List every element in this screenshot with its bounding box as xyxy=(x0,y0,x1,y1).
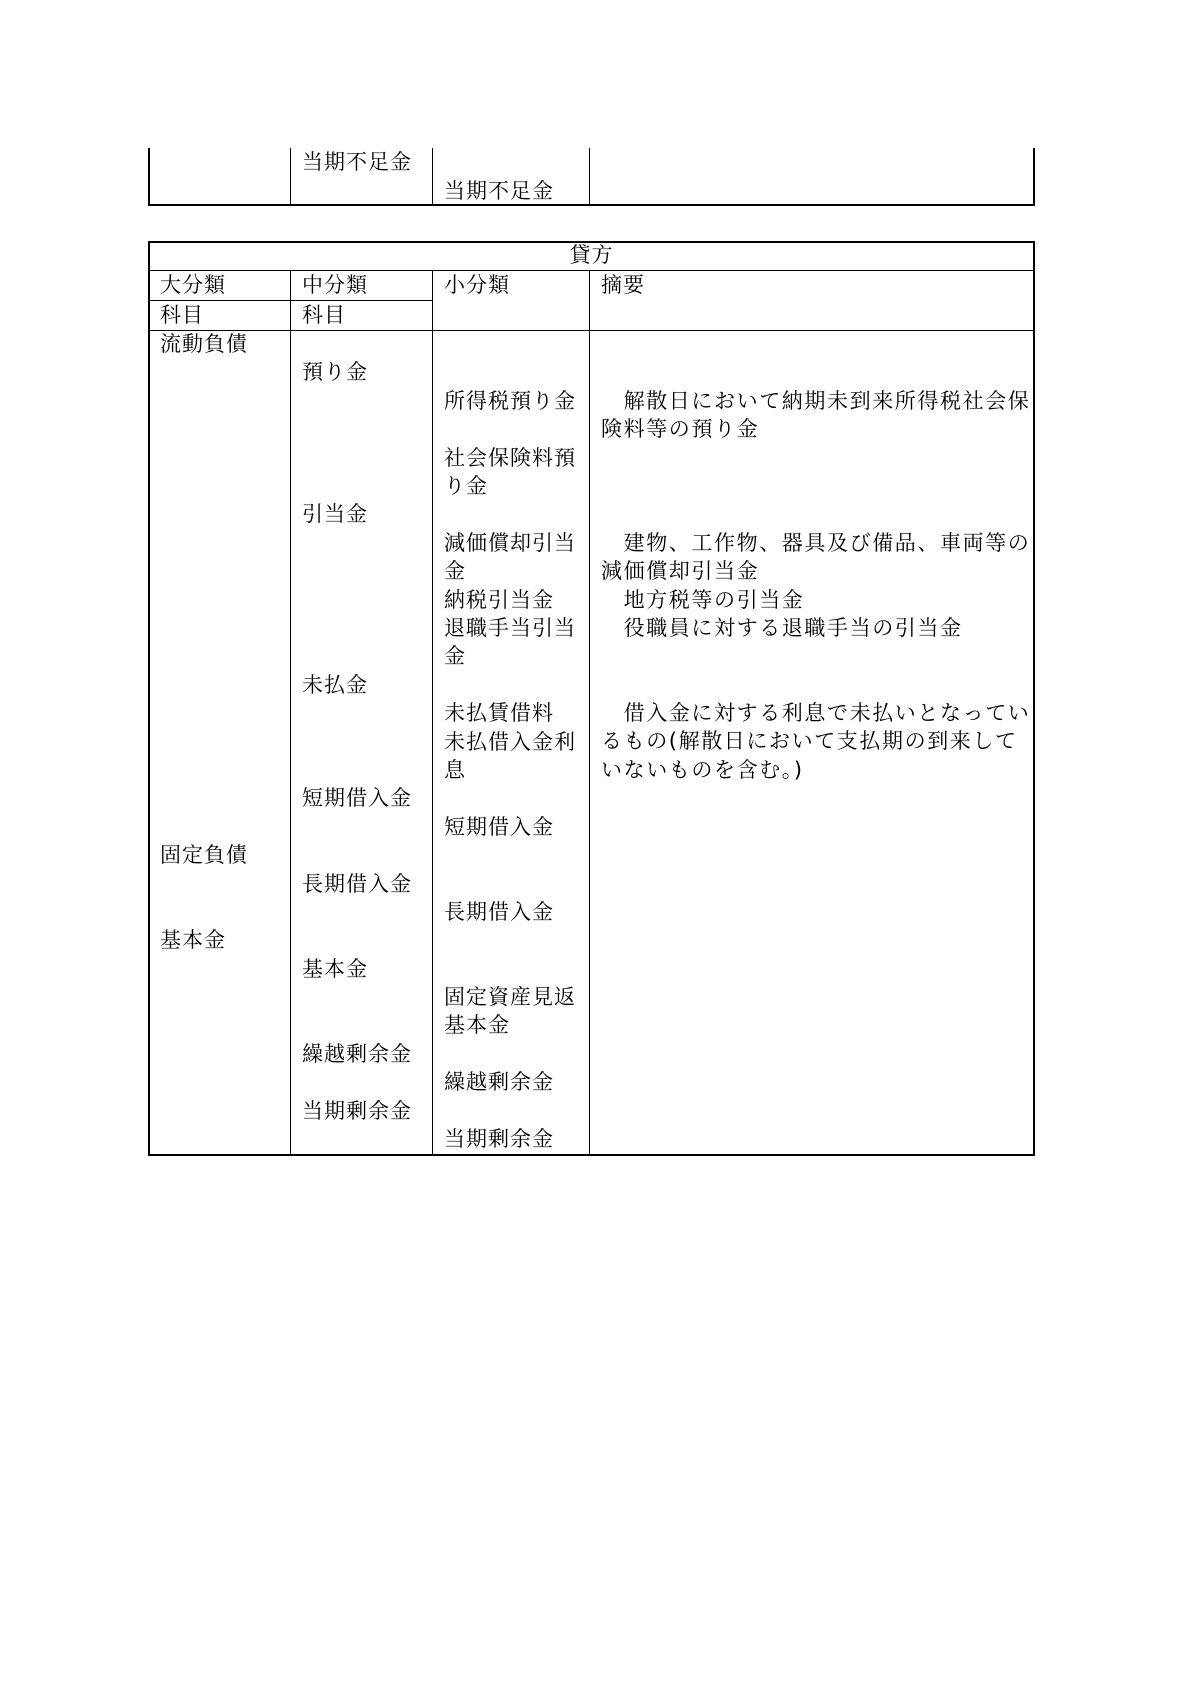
middle-item: 引当金 xyxy=(302,502,368,526)
table-border xyxy=(148,148,150,205)
middle-item: 繰越剰余金 xyxy=(302,1042,412,1066)
header-small: 小分類 xyxy=(444,273,510,297)
small-item: 当期剰余金 xyxy=(444,1127,554,1151)
header-summary: 摘要 xyxy=(601,273,645,297)
table-border xyxy=(589,148,590,205)
middle-item: 短期借入金 xyxy=(302,786,412,810)
small-item: 納税引当金 xyxy=(444,588,554,612)
header-large: 大分類 xyxy=(160,273,226,297)
summary-text: 建物、工作物、器具及び備品、車両等の減価償却引当金 xyxy=(601,531,1031,584)
table-title: 貸方 xyxy=(569,243,614,267)
table-border xyxy=(589,270,590,1155)
large-item: 基本金 xyxy=(160,928,226,952)
table-border xyxy=(148,330,1035,331)
table-border xyxy=(432,148,433,205)
summary-text: 地方税等の引当金 xyxy=(601,588,805,612)
small-item: 固定資産見返基本金 xyxy=(444,985,576,1038)
table-border xyxy=(432,270,433,1155)
small-item: 短期借入金 xyxy=(444,815,554,839)
table-border xyxy=(148,204,1035,206)
small-item: 所得税預り金 xyxy=(444,389,576,413)
header-middle-sub: 科目 xyxy=(302,303,346,327)
table-border xyxy=(148,1154,1035,1156)
middle-item: 長期借入金 xyxy=(302,872,412,896)
table-border xyxy=(148,241,150,1156)
summary-text: 役職員に対する退職手当の引当金 xyxy=(601,616,963,640)
header-large-sub: 科目 xyxy=(160,303,204,327)
middle-item: 未払金 xyxy=(302,673,368,697)
summary-text: 借入金に対する利息で未払いとなっているもの(解散日において支払期の到来していないものを含む。) xyxy=(601,701,1031,782)
middle-item: 当期剰余金 xyxy=(302,1099,412,1123)
small-item: 退職手当引当金 xyxy=(444,616,576,669)
middle-item: 当期不足金 xyxy=(302,150,412,174)
small-item: 繰越剰余金 xyxy=(444,1070,554,1094)
small-item: 未払借入金利息 xyxy=(444,730,576,783)
table-border xyxy=(1033,148,1035,205)
table-border xyxy=(290,148,291,205)
table-border xyxy=(1033,241,1035,1156)
small-item: 減価償却引当金 xyxy=(444,531,576,584)
large-item: 流動負債 xyxy=(160,332,248,356)
small-item: 未払賃借料 xyxy=(444,701,554,725)
table-border xyxy=(148,270,1035,271)
middle-item: 預り金 xyxy=(302,360,368,384)
small-item: 社会保険料預り金 xyxy=(444,446,576,499)
summary-text: 解散日において納期未到来所得税社会保険料等の預り金 xyxy=(601,389,1031,442)
large-item: 固定負債 xyxy=(160,843,248,867)
small-item: 長期借入金 xyxy=(444,900,554,924)
small-item: 当期不足金 xyxy=(444,179,554,203)
table-border xyxy=(290,270,291,1155)
middle-item: 基本金 xyxy=(302,957,368,981)
header-middle: 中分類 xyxy=(302,273,368,297)
